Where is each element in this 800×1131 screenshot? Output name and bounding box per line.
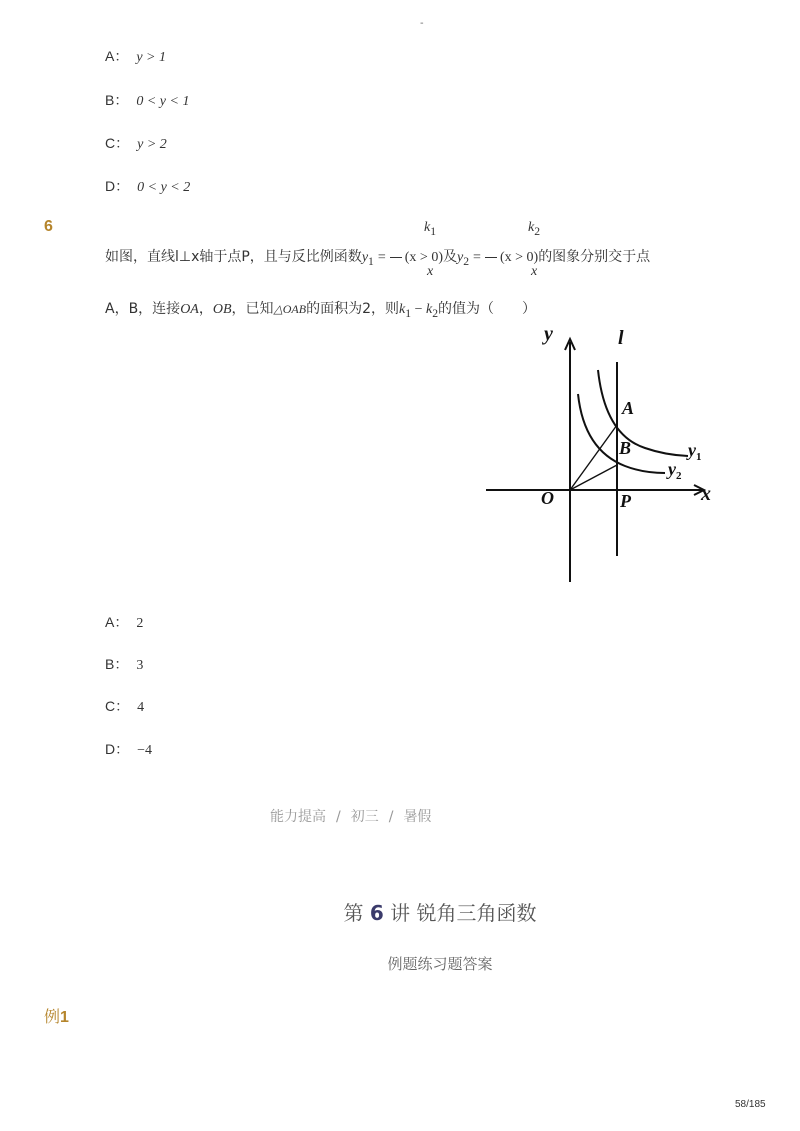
option-label: A： (105, 614, 129, 630)
label-y-axis: y (544, 323, 553, 345)
label-origin: O (541, 488, 554, 508)
option-d[interactable] (105, 176, 190, 196)
option-label: C： (105, 698, 130, 714)
math-eq: = (473, 250, 481, 265)
label-point-a: A (622, 398, 635, 418)
math-eq: = (377, 250, 386, 265)
option-a[interactable] (105, 46, 166, 66)
question-text: ，已知 (231, 301, 274, 317)
label-point-b: B (619, 438, 632, 458)
label-y2-curve: $y_2$ (668, 459, 682, 482)
option-c[interactable] (105, 133, 167, 153)
breadcrumb-separator: / (336, 809, 341, 825)
option-a[interactable] (105, 612, 143, 632)
breadcrumb-item[interactable]: 暑假 (403, 809, 432, 825)
option-b[interactable] (105, 654, 143, 674)
question-text: 的值为（ ） (438, 301, 537, 317)
breadcrumb (270, 806, 431, 826)
option-value: 2 (136, 616, 144, 631)
fraction-numerator-k2: $k_2$ (528, 220, 541, 238)
option-label: C： (105, 135, 130, 151)
page-number: 58/185 (735, 1099, 766, 1110)
math-y1: $y_1$ (361, 250, 374, 268)
label-y1-curve: $y_1$ (688, 440, 702, 463)
fraction-denominator: x (427, 264, 434, 279)
breadcrumb-separator: / (388, 809, 394, 825)
question-text: 如图，直线l⊥x轴于点P，且与反比例函数 (105, 249, 362, 265)
math-y2: $y_2$ (457, 250, 470, 268)
option-value: y > 2 (137, 137, 167, 152)
segment-ob (570, 465, 617, 490)
option-label: A： (105, 48, 129, 64)
question-number: 6 (44, 218, 53, 235)
option-value: 0 < y < 1 (136, 94, 190, 109)
math-cond: (x > 0) (499, 250, 539, 265)
question-text: 及 (443, 249, 457, 265)
example-heading: 例1 (44, 1007, 69, 1026)
math-k1-minus-k2: $k_1 - k_2$ (399, 302, 439, 320)
option-value: 0 < y < 2 (137, 180, 191, 195)
option-c[interactable] (105, 696, 144, 716)
question-text: 的图象分别交于点 (538, 249, 651, 265)
fraction-bar (390, 257, 402, 258)
question-text: A，B，连接 (105, 301, 181, 317)
option-value: y > 1 (136, 50, 167, 65)
label-point-p: P (620, 491, 631, 511)
section-subtitle: 例题练习题答案 (387, 955, 493, 973)
option-value: 3 (136, 658, 144, 673)
fraction-denominator: x (531, 264, 538, 279)
option-value: 4 (137, 700, 145, 715)
option-b[interactable] (105, 90, 189, 110)
curve-y1 (598, 370, 688, 456)
option-label: B： (105, 92, 129, 108)
math-ob: OB (212, 302, 232, 317)
fraction-bar (485, 257, 497, 258)
option-label: D： (105, 741, 130, 757)
math-cond: (x > 0) (404, 250, 443, 265)
option-label: B： (105, 656, 129, 672)
lecture-title: 第 6 讲 锐角三角函数 (343, 901, 537, 925)
math-oa: OA (180, 302, 199, 317)
breadcrumb-item[interactable]: 能力提高 (270, 809, 326, 825)
option-d[interactable] (105, 739, 152, 759)
function-graph-figure (480, 320, 720, 590)
fraction-numerator-k1: $k_1$ (424, 220, 437, 238)
question-text: 的面积为2，则 (306, 301, 400, 317)
label-line-l: l (618, 327, 624, 349)
question-text: ， (198, 301, 213, 317)
label-x-axis: x (701, 483, 711, 505)
question-line-2 (105, 298, 536, 320)
option-label: D： (105, 178, 130, 194)
math-triangle: △OAB (273, 302, 307, 316)
option-value: −4 (137, 743, 153, 758)
question-line-1 (105, 246, 650, 268)
header-dash: - (420, 18, 424, 29)
breadcrumb-item[interactable]: 初三 (350, 809, 379, 825)
